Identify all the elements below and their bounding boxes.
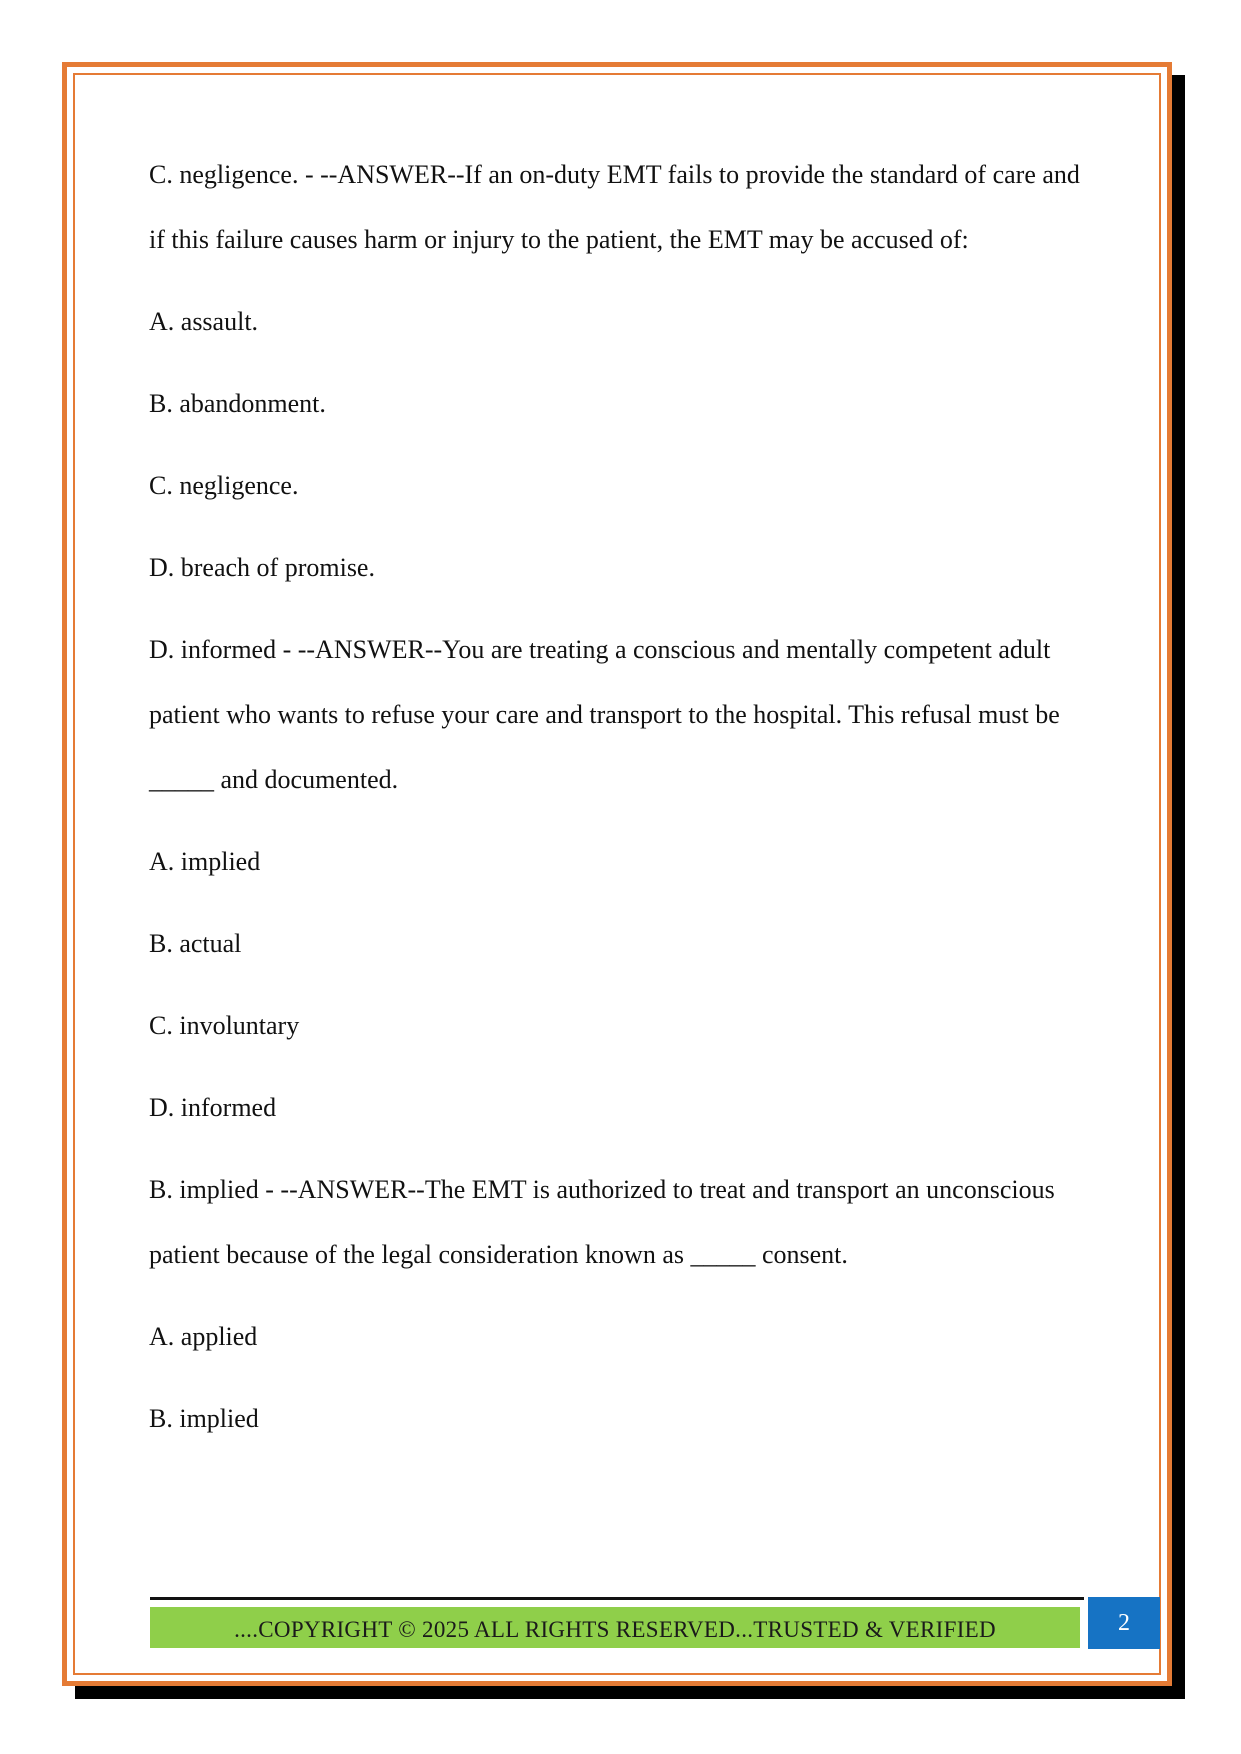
footer-divider: [150, 1597, 1084, 1600]
footer-banner: [150, 1607, 1080, 1648]
option-a: A. implied: [149, 847, 261, 876]
option-b: B. abandonment.: [149, 389, 326, 418]
page-number-badge: [1088, 1597, 1160, 1649]
option-c: C. negligence.: [149, 471, 299, 500]
question-paragraph: D. informed - --ANSWER--You are treating a conscious and mentally competent adult patient who wants to refuse your care and transport to the hospital. This refusal must be _____ and documented.: [149, 635, 1060, 794]
option-d: D. informed: [149, 1093, 277, 1122]
question-paragraph: C. negligence. - --ANSWER--If an on-duty EMT fails to provide the standard of care and if this failure causes harm or injury to the patient, the EMT may be accused of:: [149, 160, 1080, 254]
question-paragraph: B. implied - --ANSWER--The EMT is authorized to treat and transport an unconscious patient because of the legal consideration known as _____ consent.: [149, 1175, 1055, 1269]
page-number: 2: [1118, 1609, 1130, 1636]
option-a: A. applied: [149, 1322, 258, 1351]
option-b: B. actual: [149, 929, 242, 958]
option-d: D. breach of promise.: [149, 553, 375, 582]
option-c: C. involuntary: [149, 1011, 300, 1040]
option-a: A. assault.: [149, 307, 259, 336]
document-body: [149, 142, 1094, 1468]
copyright-text: ....COPYRIGHT © 2025 ALL RIGHTS RESERVED...TRUSTED & VERIFIED: [234, 1616, 996, 1642]
option-b: B. implied: [149, 1404, 259, 1433]
